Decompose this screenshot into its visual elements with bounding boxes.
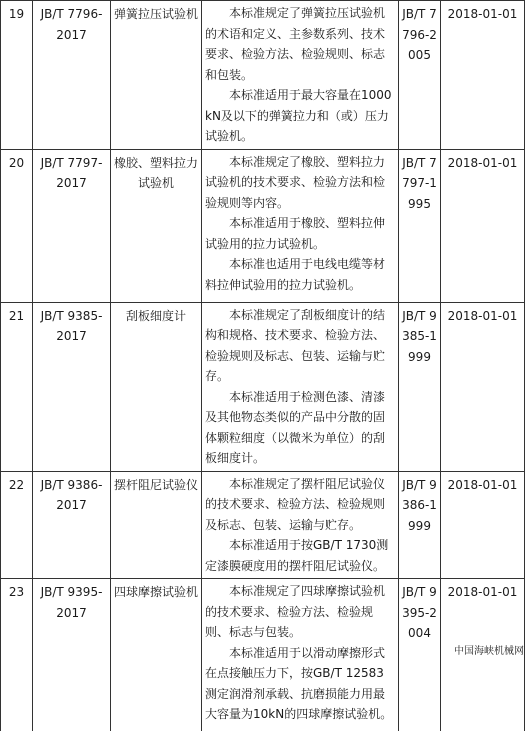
table-row [1,471,525,579]
effective-date-cell: 2018-01-01 [441,149,525,302]
scope-paragraph: 本标准适用于按GB/T 1730测定漆膜硬度用的摆杆阻尼试验仪。 [205,538,389,573]
site-watermark: 中国海峡机械网 [454,646,524,657]
row-number-cell: 22 [1,471,33,579]
table-row [1,579,525,731]
scope-paragraph: 本标准规定了刮板细度计的结构和规格、技术要求、检验方法、检验规则及标志、包装、运输与贮存。 [205,307,386,383]
row-number-cell: 23 [1,579,33,731]
scope-paragraph: 本标准规定了弹簧拉压试验机的术语和定义、主参数系列、技术要求、检验方法、检验规则、标志和包装。 [205,6,386,82]
row-number-cell: 21 [1,302,33,471]
scope-cell [202,579,399,731]
table-row [1,1,525,150]
scope-cell [202,149,399,302]
standard-name-cell: 刮板细度计 [111,302,202,471]
scope-paragraph: 本标准规定了橡胶、塑料拉力试验机的技术要求、检验方法和检验规则等内容。 [205,154,386,210]
replaced-standard-cell: JB/T 7796-2005 [399,1,441,150]
scope-cell [202,1,399,150]
scope-paragraph: 本标准适用于检测色漆、清漆及其他物态类似的产品中分散的固体颗粒细度（以微米为单位）的刮板细度计。 [205,389,386,465]
standard-code-cell: JB/T 7797-2017 [33,149,111,302]
effective-date-cell: 2018-01-01 [441,471,525,579]
table-row [1,149,525,302]
standard-code-cell: JB/T 7796-2017 [33,1,111,150]
effective-date-cell: 2018-01-01 [441,1,525,150]
scope-paragraph: 本标准适用于以滑动摩擦形式在点接触压力下，按GB/T 12583测定润滑剂承载、抗磨损能力用最大容量为10kN的四球摩擦试验机。 [205,645,393,721]
replaced-standard-cell: JB/T 9395-2004 [399,579,441,731]
scope-cell [202,471,399,579]
scope-paragraph: 本标准规定了四球摩擦试验机的技术要求、检验方法、检验规则、标志与包装。 [205,584,386,639]
scope-paragraph: 本标准规定了摆杆阻尼试验仪的技术要求、检验方法、检验规则及标志、包装、运输与贮存。 [205,476,386,532]
scope-cell [202,302,399,471]
replaced-standard-cell: JB/T 9386-1999 [399,471,441,579]
table-row [1,302,525,471]
standard-name-cell: 摆杆阻尼试验仪 [111,471,202,579]
standard-code-cell: JB/T 9385-2017 [33,302,111,471]
scope-paragraph: 本标准也适用于电线电缆等材料拉伸试验用的拉力试验机。 [205,257,386,292]
row-number-cell: 20 [1,149,33,302]
effective-date-cell: 2018-01-01 [441,579,525,731]
standard-name-cell: 四球摩擦试验机 [111,579,202,731]
effective-date-cell: 2018-01-01 [441,302,525,471]
standard-code-cell: JB/T 9395-2017 [33,579,111,731]
standard-name-cell: 弹簧拉压试验机 [111,1,202,150]
scope-paragraph: 本标准适用于最大容量在1000kN及以下的弹簧拉力和（或）压力试验机。 [205,88,392,143]
replaced-standard-cell: JB/T 9385-1999 [399,302,441,471]
standard-code-cell: JB/T 9386-2017 [33,471,111,579]
row-number-cell: 19 [1,1,33,150]
scope-paragraph: 本标准适用于橡胶、塑料拉伸试验用的拉力试验机。 [205,216,386,251]
replaced-standard-cell: JB/T 7797-1995 [399,149,441,302]
standard-name-cell: 橡胶、塑料拉力试验机 [111,149,202,302]
